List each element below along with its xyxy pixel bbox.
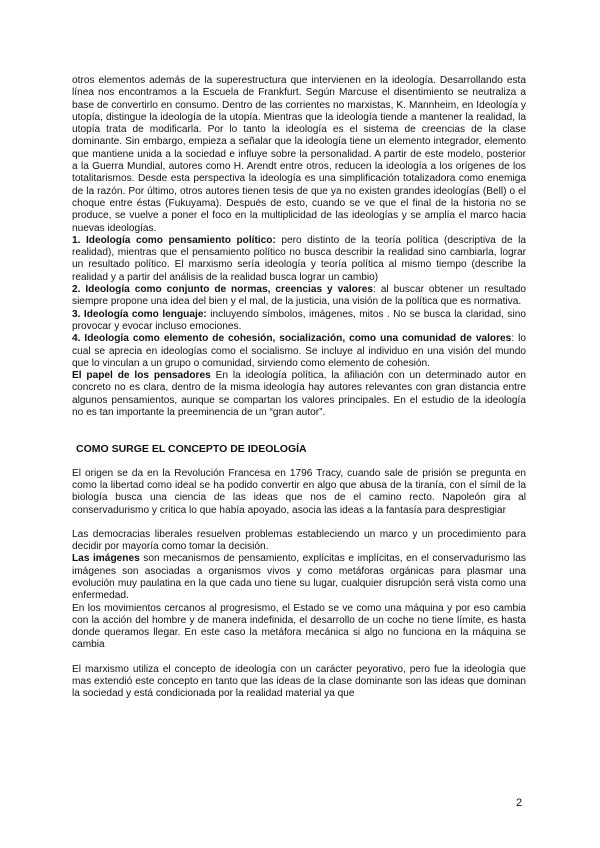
item-4-text: : lo cual se aprecia en ideologías como el socialismo. Se incluye al individuo en una visión del mundo que lo vinculan a un grupo o comunidad, sirviendo como elemento de cohesión. <box>72 333 526 369</box>
heading-spacer <box>72 456 526 468</box>
item-4-paragraph <box>72 333 526 370</box>
images-text: son mecanismos de pensamiento, explícitas e implícitas, en el conservadurismo las imágenes son asociadas a organismos vivos y como metáforas orgánicas para plasmar una evolución muy paulatina en la que cada uno tiene su lugar, cualquier disrupción será vista como una enfermedad. <box>72 553 526 602</box>
page-body <box>72 75 526 701</box>
item-2-text: : al buscar obtener un resultado siempre propone una idea del bien y el mal, de la justicia, una visión de la política que es normativa. <box>72 284 527 308</box>
intro-paragraph: otros elementos además de la superestructura que intervienen en la ideología. Desarrollando esta línea nos encontramos a la Escuela de Frankfurt. Según Marcuse el disentimiento se neutraliza a base de convertirlo en consumo. Dentro de las corrientes no marxistas, K. Mannheim, en Ideología y utopía, distingue la ideología de la utopía. Mientras que la ideología tiende a mantener la realidad, la utopía trata de modificarla. Por lo tanto la ideología es el sistema de creencias de la clase dominante. Sin embargo, empieza a señalar que la ideología tiene un elemento integrador, elemento que mantiene unida a la sociedad e influye sobre la personalidad. A partir de este modelo, posterior a la Guerra Mundial, autores como H. Arendt entre otros, reducen la ideología a los orígenes de los totalitarismos. Desde esta perspectiva la ideología es una simplificación totalizadora como enemiga de la razón. Por último, otros autores tienen tesis de que ya no existen grandes ideologías (Bell) o el choque entre éstas (Fukuyama). Después de esto, cuando se ve que el final de la historia no se produce, se vuelve a poner el foco en la multiplicidad de las ideologías y se amplía el marco hacia nuevas ideologías. <box>72 75 526 234</box>
page-number: 2 <box>516 797 523 809</box>
thinkers-label: El papel de los pensadores <box>72 370 211 382</box>
marxism-paragraph: El marxismo utiliza el concepto de ideología con un carácter peyorativo, pero fue la ideología que mas extendió este concepto en tanto que las ideas de la clase dominante son las ideas que dominan la sociedad y está condicionada por la realidad material ya que <box>72 663 526 700</box>
item-3-text: incluyendo símbolos, imágenes, mitos . No se busca la claridad, sino provocar y evocar incluso emociones. <box>72 308 526 332</box>
thinkers-paragraph <box>72 370 526 419</box>
item-4-label: 4. Ideología como elemento de cohesión, socialización, como una comunidad de valores <box>72 333 512 345</box>
item-1-paragraph <box>72 235 526 284</box>
item-3-paragraph <box>72 309 526 334</box>
origin-paragraph: El origen se da en la Revolución Francesa en 1796 Tracy, cuando sale de prisión se pregunta en como la libertad como ideal se ha podido convertir en algo que abusa de la tiranía, con el símil de la biología busca una ciencia de las ideas que nos de el camino recto. Napoleón gira al conservadurismo y critica lo que había apoyado, asocia las ideas a la fantasía para desprestigiar <box>72 467 526 516</box>
section-spacer <box>72 419 526 443</box>
images-label: Las imágenes <box>72 553 140 565</box>
item-3-label: 3. Ideología como lenguaje: <box>72 308 207 320</box>
progressivism-paragraph: En los movimientos cercanos al progresismo, el Estado se ve como una máquina y por eso cambia con la acción del hombre y de manera indefinida, el desarrollo de un coche no tiene límite, es hasta donde queramos llegar. En este caso la metáfora mecánica si algo no funciona en la máquina se cambia <box>72 602 526 651</box>
item-1-text: pero distinto de la teoría política (descriptiva de la realidad), mientras que el pensamiento político no busca describir la realidad sino cambiarla, lograr un resultado político. El marxismo sería ideología y teoría política al mismo tiempo (describe la realidad y a partir del análisis de la realidad busca lograr un cambio) <box>72 234 526 283</box>
images-paragraph <box>72 553 526 602</box>
item-1-label: 1. Ideología como pensamiento político: <box>72 234 276 246</box>
section-heading: COMO SURGE EL CONCEPTO DE IDEOLOGÍA <box>76 443 307 456</box>
paragraph-spacer <box>72 652 526 664</box>
democracies-paragraph: Las democracias liberales resuelven problemas estableciendo un marco y un procedimiento para decidir por mayoría como tomar la decisión. <box>72 528 526 553</box>
paragraph-spacer <box>72 517 526 529</box>
thinkers-text: En la ideología política, la afiliación con un determinado autor en concreto no es clara, dentro de la misma ideología hay autores relevantes con gran distancia entre algunos pensamientos, aunque se compartan los valores principales. En el estudio de la ideología no es tan importante la preeminencia de un “gran autor”. <box>72 370 526 419</box>
item-2-label: 2. Ideología como conjunto de normas, creencias y valores <box>72 284 374 296</box>
item-2-paragraph <box>72 284 526 309</box>
